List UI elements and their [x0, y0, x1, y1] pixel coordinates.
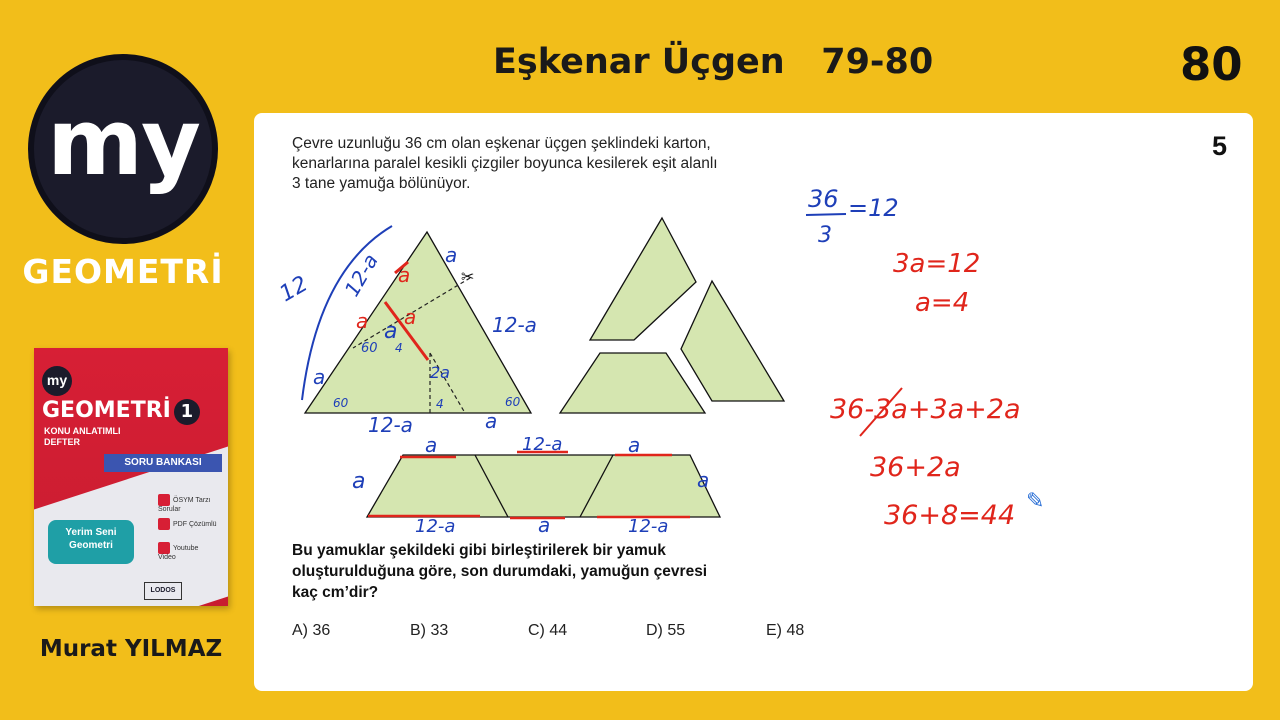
- question-text-line: kenarlarına paralel kesikli çizgiler boyunca kesilerek eşit alanlı: [292, 155, 718, 172]
- book-feature-label: Youtube Video: [158, 544, 199, 561]
- author-name: Murat YILMAZ: [39, 636, 223, 662]
- question-text-line: Çevre uzunluğu 36 cm olan eşkenar üçgen şeklindeki karton,: [292, 135, 711, 152]
- hw-work: a=4: [915, 288, 970, 318]
- hw-label: a: [356, 309, 369, 333]
- trapezoid-piece: [590, 218, 696, 340]
- book-feature-label: ÖSYM Tarzı Sorular: [158, 496, 211, 513]
- book-subtitle-line: KONU ANLATIMLI: [44, 426, 121, 436]
- hw-label: 60: [361, 341, 378, 356]
- hw-label: a: [485, 409, 498, 433]
- option-b[interactable]: B) 33: [410, 622, 449, 639]
- option-e[interactable]: E) 48: [766, 622, 805, 639]
- question-prompt-line: oluşturulduğuna göre, son durumdaki, yamuğun çevresi: [292, 563, 708, 580]
- hw-label: a: [628, 433, 641, 457]
- hw-work: 36-3a+3a+2a: [830, 394, 1021, 425]
- hw-label: 60: [505, 395, 521, 409]
- hw-work: 3a=12: [893, 249, 981, 279]
- fraction-bar: [806, 214, 846, 215]
- question-prompt-line: kaç cm’dir?: [292, 584, 379, 601]
- hw-label: a: [313, 365, 326, 389]
- question-number: 5: [1212, 131, 1228, 161]
- answer-options: [292, 622, 832, 644]
- hw-label: a: [398, 263, 411, 287]
- hw-label: a: [404, 305, 417, 329]
- book-title-text: GEOMETRİ: [42, 398, 171, 423]
- hw-label: a: [425, 433, 438, 457]
- page-title: Eşkenar Üçgen 79-80: [493, 42, 934, 82]
- hw-label: 4: [395, 341, 403, 355]
- question-prompt-line: Bu yamuklar şekildeki gibi birleştirilerek bir yamuk: [292, 542, 666, 559]
- hw-label: a: [538, 513, 551, 537]
- trapezoid-piece: [560, 353, 705, 413]
- hw-label: a: [384, 319, 398, 344]
- pen-icon: ✎: [1026, 489, 1045, 514]
- book-bank-label: SORU BANKASI: [104, 454, 222, 472]
- hw-label: 12-a: [522, 434, 563, 455]
- question-prompt: [292, 540, 812, 603]
- option-d[interactable]: D) 55: [646, 622, 686, 639]
- book-slogan-line: Yerim Seni: [65, 527, 117, 538]
- hw-label: 60: [333, 396, 349, 410]
- page-number: 80: [1180, 38, 1243, 91]
- hw-label: 4: [436, 397, 444, 411]
- book-my-badge: my: [42, 366, 72, 396]
- hw-label: a: [697, 468, 710, 492]
- hw-label: 12: [275, 271, 313, 308]
- hw-work: 36: [808, 185, 839, 213]
- scissors-icon: ✂: [461, 267, 475, 286]
- book-volume: 1: [174, 399, 200, 425]
- combined-trapezoid: [367, 455, 720, 517]
- publisher-logo: LODOS: [144, 582, 182, 600]
- hw-label: 12-a: [368, 413, 413, 437]
- option-a[interactable]: A) 36: [292, 622, 331, 639]
- logo-text: my: [47, 88, 199, 196]
- hw-label: 12-a: [492, 313, 537, 337]
- hw-label: 12-a: [628, 516, 669, 537]
- question-text-line: 3 tane yamuğa bölünüyor.: [292, 175, 471, 192]
- hw-label: a: [445, 243, 458, 267]
- hw-work: =12: [848, 194, 899, 222]
- hw-label: 12-a: [415, 516, 456, 537]
- trapezoid-piece: [681, 281, 784, 401]
- hw-work: 3: [818, 223, 832, 248]
- subject-brand: GEOMETRİ: [22, 252, 224, 291]
- hw-work: 36+2a: [870, 452, 961, 483]
- option-c[interactable]: C) 44: [528, 622, 568, 639]
- book-subtitle-line: DEFTER: [44, 437, 80, 447]
- hw-label: 12-a: [339, 249, 383, 301]
- hw-work: 36+8=44: [884, 500, 1016, 531]
- hw-label: a: [352, 469, 366, 494]
- hw-label: 2a: [430, 363, 450, 382]
- book-slogan-line: Geometri: [69, 540, 113, 551]
- book-feature-label: PDF Çözümlü: [173, 520, 217, 528]
